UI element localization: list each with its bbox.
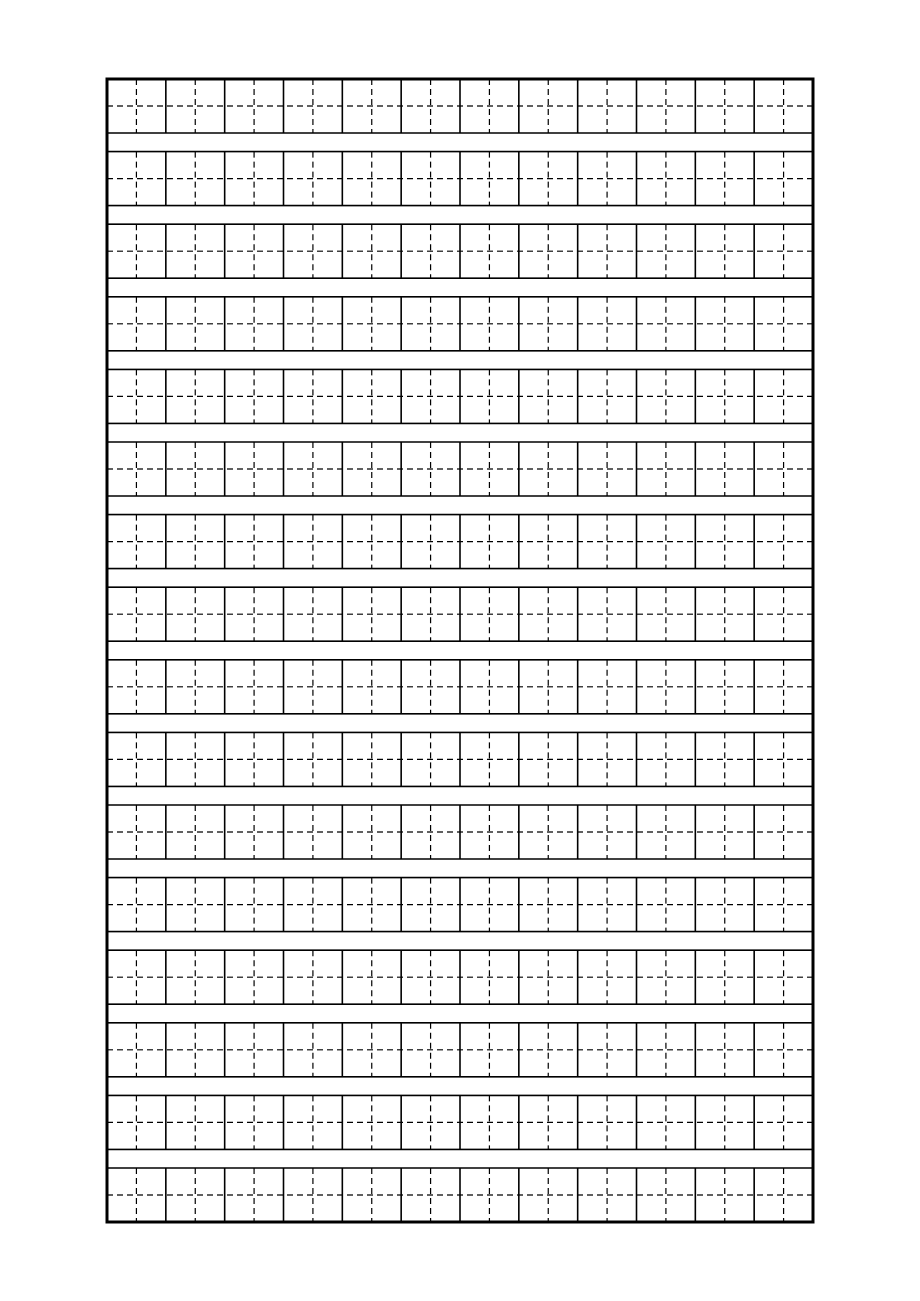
character-grid: [107, 79, 813, 1222]
